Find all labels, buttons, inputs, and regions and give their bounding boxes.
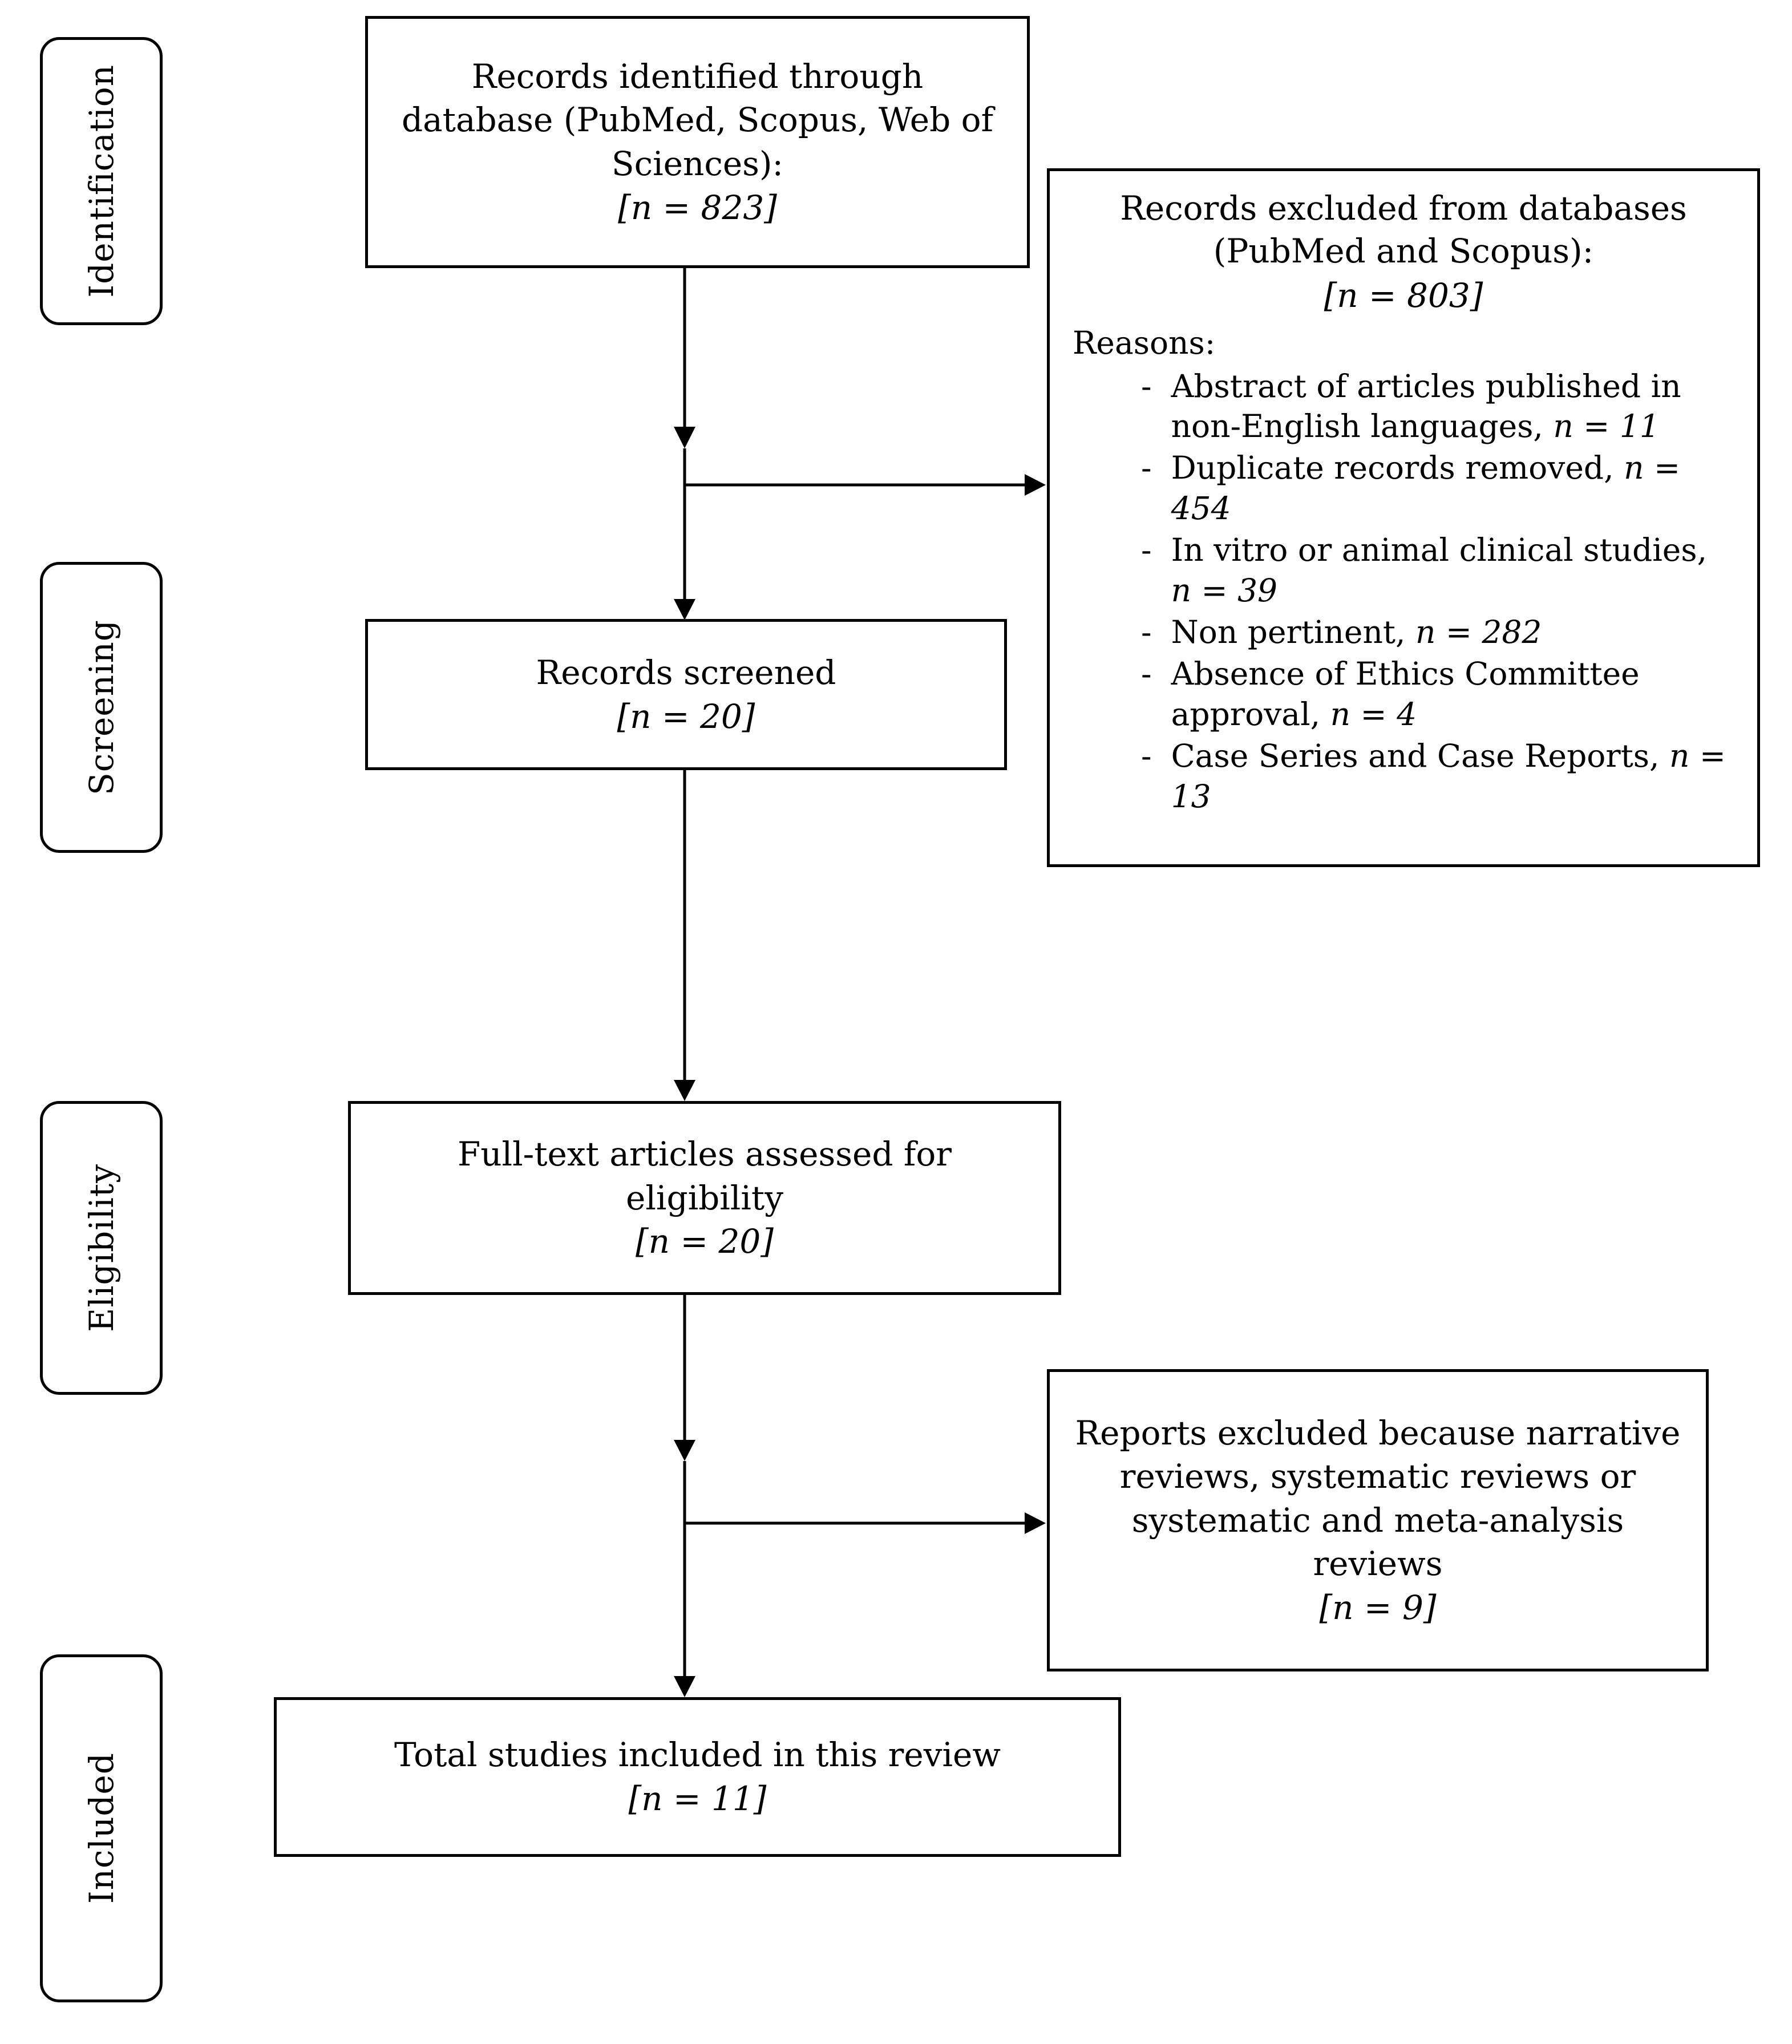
box-records-excluded-databases [1047,168,1760,867]
arrow-to-excluded-reports-head [1025,1512,1046,1534]
reasons-label: Reasons: [1073,325,1216,362]
reason-text: Abstract of articles published in non-English languages, [1171,367,1681,445]
exclusion-reason-item [1141,612,1737,652]
reason-count: n = 13 [1171,738,1726,815]
bullet-dash: - [1141,655,1152,693]
box-reports-excluded-count: [n = 9] [1319,1588,1437,1627]
reason-text: Absence of Ethics Committee approval, [1171,655,1640,732]
box-records-excluded-count: [n = 803] [1324,276,1483,315]
box-records-identified [365,16,1030,268]
box-records-identified-count: [n = 823] [618,188,777,227]
box-records-screened-count: [n = 20] [617,697,755,736]
box-records-identified-title: Records identified through database (PubMed, Scopus, Web of Sciences): [401,56,994,183]
exclusion-reason-item [1141,530,1737,610]
box-fulltext-assessed-title: Full-text articles assessed for eligibility [457,1135,952,1217]
bullet-dash: - [1141,738,1152,775]
box-total-included [274,1697,1121,1857]
bullet-dash: - [1141,450,1152,487]
arrow-to-screened-head [674,599,695,620]
bullet-dash: - [1141,614,1152,651]
stage-eligibility-label: Eligibility [82,1164,121,1332]
box-reports-excluded-title: Reports excluded because narrative reviews, systematic reviews or systematic and meta-analysis reviews [1075,1413,1681,1584]
stage-eligibility [40,1101,163,1395]
stage-screening [40,562,163,853]
stage-identification [40,37,163,325]
reason-count: n = 11 [1553,408,1660,445]
exclusion-reason-item [1141,736,1737,816]
box-records-screened [365,619,1007,770]
stage-identification-label: Identification [82,64,121,298]
exclusion-reason-item [1141,448,1737,528]
box-reports-excluded [1047,1369,1709,1671]
arrow-to-excluded-databases-head [1025,474,1046,496]
reason-count: n = 282 [1415,614,1542,651]
reason-count: n = 39 [1171,572,1278,609]
arrow-to-included-head [674,1676,695,1697]
stage-screening-label: Screening [82,620,121,795]
arrow-screened-to-fulltext-head [674,1080,695,1101]
reason-text: Duplicate records removed, [1171,450,1624,487]
arrow-fulltext-down-head [674,1440,695,1461]
exclusion-reason-item [1141,366,1737,447]
stage-included-label: Included [82,1752,121,1904]
reason-count: n = 454 [1171,450,1681,527]
exclusion-reason-item [1141,654,1737,734]
box-records-excluded-title: Records excluded from databases (PubMed and Scopus): [1120,189,1687,271]
reason-count: n = 4 [1330,695,1417,732]
bullet-dash: - [1141,532,1152,569]
reason-text: Case Series and Case Reports, [1171,738,1669,775]
exclusion-reasons-list [1141,366,1737,816]
box-total-included-count: [n = 11] [628,1779,767,1818]
reason-text: Non pertinent, [1171,614,1415,651]
stage-included [40,1654,163,2002]
box-fulltext-assessed [348,1101,1061,1295]
reason-text: In vitro or animal clinical studies, [1171,532,1708,569]
arrow-identified-down-head [674,427,695,448]
box-records-screened-title: Records screened [536,653,836,692]
bullet-dash: - [1141,367,1152,404]
box-total-included-title: Total studies included in this review [394,1735,1001,1775]
box-fulltext-assessed-count: [n = 20] [636,1222,774,1261]
